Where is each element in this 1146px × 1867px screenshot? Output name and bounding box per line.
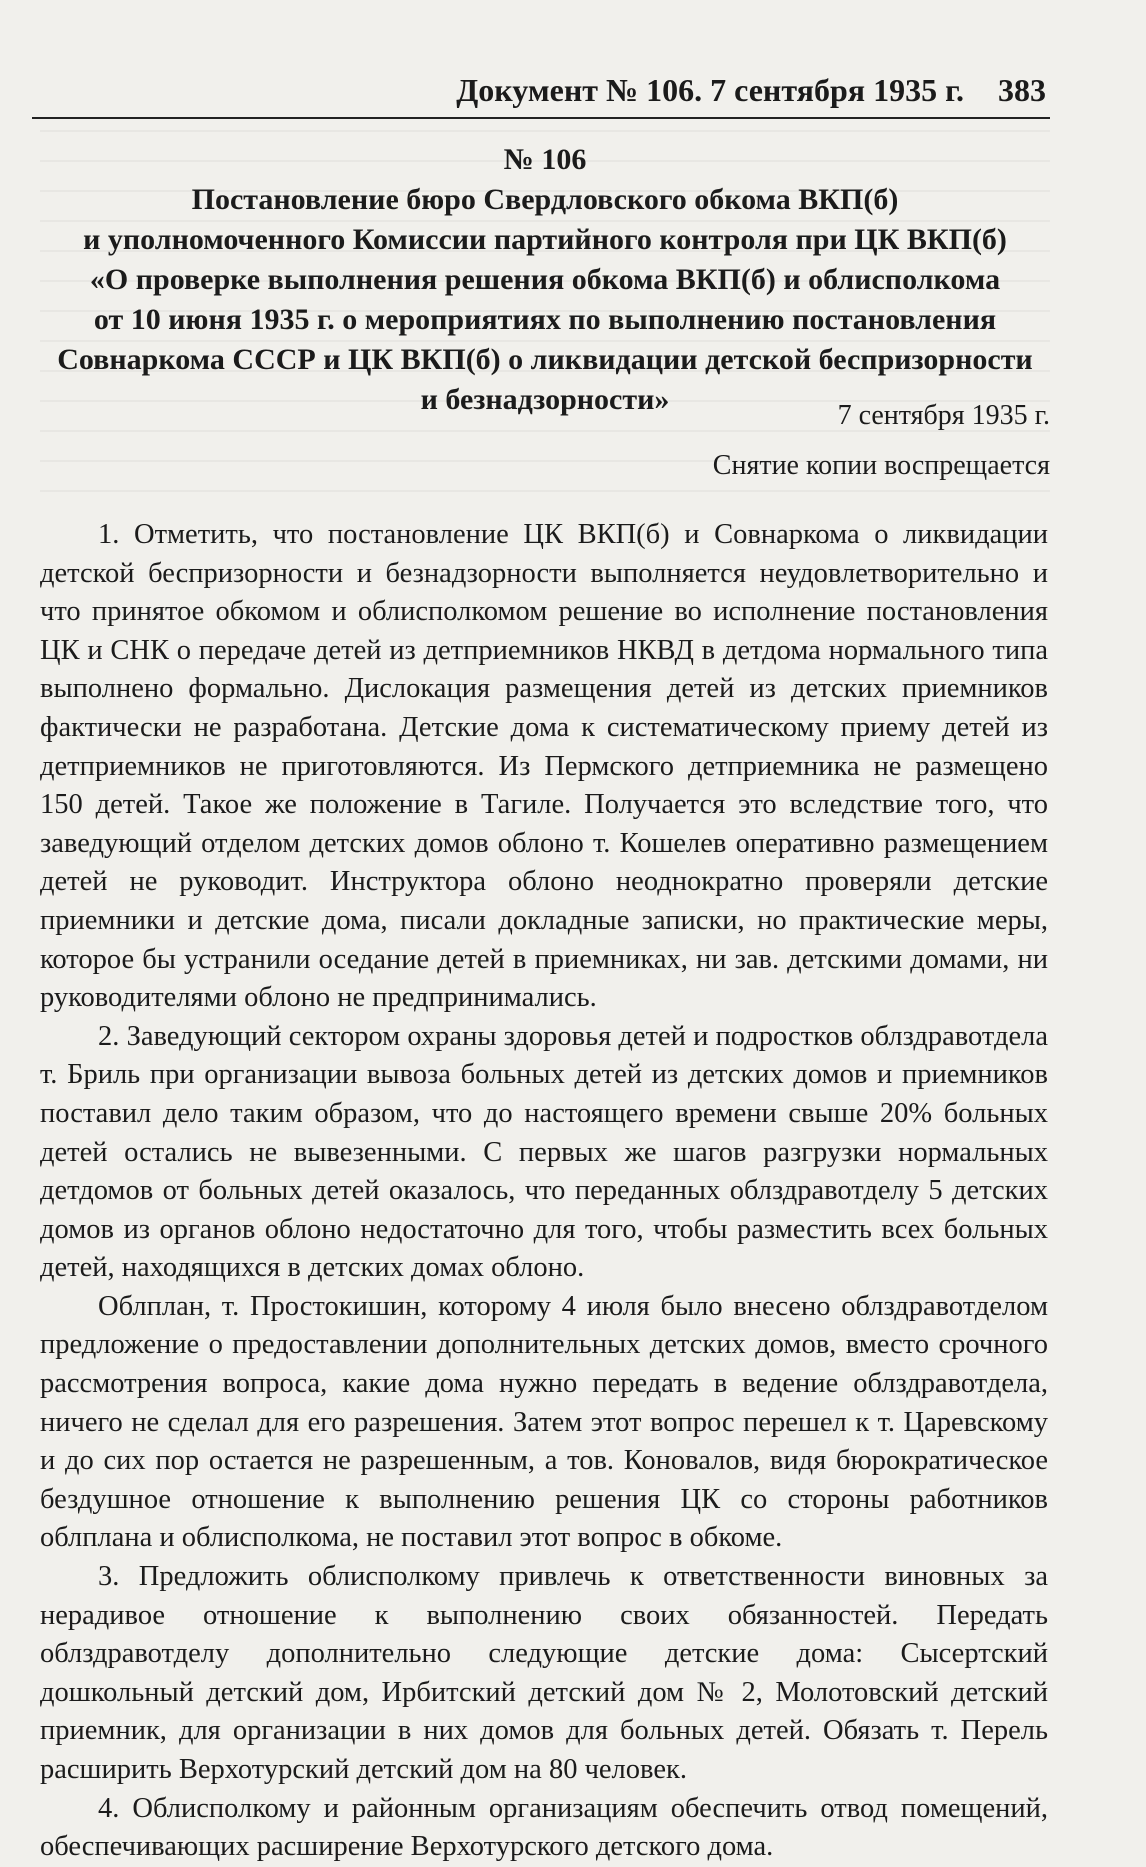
paragraph: 4. Облисполкому и районным организациям обеспечить отвод помещений, обеспечивающих расширение Верхотурского детского дома. xyxy=(40,1792,1048,1863)
running-header-title: Документ № 106. 7 сентября 1935 г. xyxy=(456,72,964,108)
title-line: «О проверке выполнения решения обкома ВКП(б) и облисполкома xyxy=(89,263,1001,296)
title-line: от 10 июня 1935 г. о мероприятиях по выполнению постановления xyxy=(93,303,997,336)
title-line: Постановление бюро Свердловского обкома ВКП(б) xyxy=(191,183,899,216)
header-rule xyxy=(32,117,1050,119)
paragraph: 2. Заведующий сектором охраны здоровья детей и подростков облздравотдела т. Бриль при организации вывоза больных детей из детских домов и приемников поставил дело таким образом, что до настоящего времени свыше 20% больных детей остались не вывезенными. С первых же шагов разгрузки нормальных детдомов от больных детей оказалось, что переданных облздравотделу 5 детских домов из органов облоно недостаточно для того, чтобы разместить всех больных детей, находящихся в детских домах облоно. xyxy=(40,1020,1048,1284)
paragraph: 1. Отметить, что постановление ЦК ВКП(б) и Совнаркома о ликвидации детской беспризорности и безнадзорности выполняется неудовлетворительно и что принятое обкомом и облисполкомом решение во исполнение постановления ЦК и СНК о передаче детей из детприемников НКВД в детдома нормального типа выполнено формально. Дислокация размещения детей из детских приемников фактически не разработана. Детские дома к систематическому приему детей из детприемников не приготовляются. Из Пермского детприемника не размещено 150 детей. Такое же положение в Тагиле. Получается это вследствие того, что заведующий отделом детских домов облоно т. Кошелев оперативно размещением детей не руководит. Инструктора облоно неоднократно проверяли детские приемники и детские дома, писали докладные записки, но практические меры, которое бы устранили оседание детей в приемниках, ни зав. детскими домами, ни руководителями облоно не предпринимались. xyxy=(40,519,1048,1014)
paragraph: 3. Предложить облисполкому привлечь к ответственности виновных за нерадивое отношение к выполнению своих обязанностей. Передать облздравотделу дополнительно следующие детские дома: Сысертский дошкольный детский дом, Ирбитский детский дом № 2, Молотовский детский приемник, для организации в них домов для больных детей. Обязать т. Перель расширить Верхотурский детский дом на 80 человек. xyxy=(40,1561,1048,1785)
title-line: Совнаркома СССР и ЦК ВКП(б) о ликвидации детской беспризорности xyxy=(57,343,1033,376)
document-body xyxy=(40,516,1048,1867)
title-line: и безнадзорности» xyxy=(420,383,670,416)
running-header xyxy=(30,72,1046,109)
page-number: 383 xyxy=(998,72,1046,108)
document-date: 7 сентября 1935 г. xyxy=(837,400,1050,431)
title-line: и уполномоченного Комиссии партийного контроля при ЦК ВКП(б) xyxy=(83,223,1007,256)
paragraph: Облплан, т. Простокишин, которому 4 июля было внесено облздравотделом предложение о предоставлении дополнительных детских домов, вместо срочного рассмотрения вопроса, какие дома нужно передать в ведение облздравотдела, ничего не сделал для его разрешения. Затем этот вопрос перешел к т. Царевскому и до сих пор остается не разрешенным, а тов. Коновалов, видя бюрократическое бездушное отношение к выполнению решения ЦК со стороны работников облплана и облисполкома, не поставил этот вопрос в обкоме. xyxy=(40,1290,1048,1554)
document-number: № 106 xyxy=(503,143,587,176)
copy-notice: Снятие копии воспрещается xyxy=(712,450,1050,481)
document-heading xyxy=(40,140,1050,420)
